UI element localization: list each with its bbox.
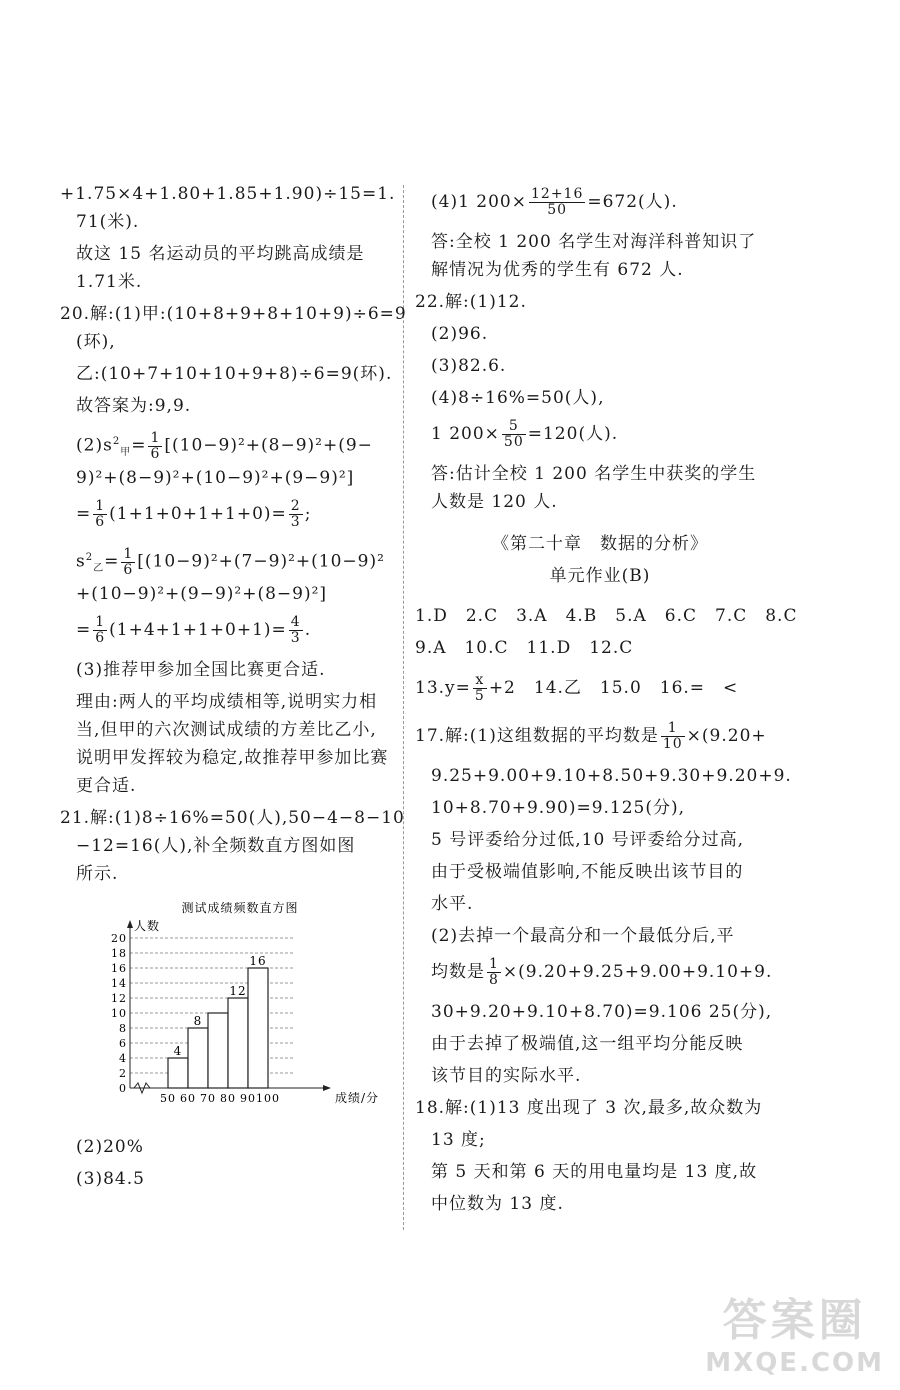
text-line: +(10−9)²+(9−9)²+(8−9)²] (76, 584, 328, 604)
section-title: 单元作业(B) (549, 566, 651, 586)
fraction: $\frac{5}{50}$ (503, 418, 524, 450)
fraction: $\frac{4}{3}$ (290, 614, 301, 646)
text-line: 故答案为:9,9. (76, 396, 192, 416)
y-axis-label: 人数 (134, 919, 161, 933)
fraction: $\frac{1}{6}$ (95, 498, 106, 530)
y-tick-label: 14 (111, 977, 127, 990)
y-tick-label: 8 (119, 1022, 127, 1035)
text-line: 中位数为 13 度. (431, 1194, 564, 1214)
text-line: 说明甲发挥较为稳定,故推荐甲参加比赛 (76, 748, 389, 768)
variance-yi-line: $s^2_乙=$ $\frac{1}{6}$ [(10−9)²+(7−9)²+(10−9)² (76, 545, 385, 578)
x-tick-label: 80 (220, 1092, 236, 1105)
text-line: 所示. (76, 864, 119, 884)
fraction: $\frac{1}{8}$ (489, 956, 499, 988)
x-tick-label: 100 (256, 1092, 280, 1105)
chapter-title: 《第二十章 数据的分析》 (492, 534, 708, 554)
fraction: $\frac{12+16}{50}$ (531, 186, 584, 218)
y-tick-label: 0 (119, 1082, 127, 1095)
text-line: 10+8.70+9.90)=9.125(分), (431, 798, 686, 818)
histogram-chart (90, 898, 390, 1133)
variance-jia-result: = $\frac{1}{6}$ (1+1+0+1+1+0)= $\frac{2}{3}$ ; (76, 498, 312, 530)
q17-heading: 17.解:(1)这组数据的平均数是 $\frac{1}{10}$ ×(9.20+ (415, 720, 767, 752)
q21-heading: 21.解:(1)8÷16%=50(人),50−4−8−10 (60, 808, 405, 828)
fraction: $\frac{2}{3}$ (290, 498, 301, 530)
text-line: 乙:(10+7+10+10+9+8)÷6=9(环). (76, 364, 393, 384)
y-tick-label: 10 (111, 1007, 127, 1020)
text-line: (2)20% (76, 1137, 144, 1157)
fraction: $\frac{1}{6}$ (123, 545, 134, 578)
y-tick-label: 12 (111, 992, 127, 1005)
histogram-bar (168, 1058, 188, 1088)
x-axis-arrow (323, 1085, 331, 1091)
answers-row: 1.D 2.C 3.A 4.B 5.A 6.C 7.C 8.C (415, 606, 798, 626)
x-tick-label: 70 (200, 1092, 216, 1105)
q21-part4-line: (4)1 200× $\frac{12+16}{50}$ =672(人). (431, 186, 678, 218)
fraction: $\frac{x}{5}$ (474, 672, 485, 704)
q22-heading: 22.解:(1)12. (415, 292, 527, 312)
text-line: 理由:两人的平均成绩相等,说明实力相 (76, 692, 378, 712)
text-line: (2)96. (431, 324, 489, 344)
text-line: (3)84.5 (76, 1169, 145, 1189)
bar-value-label: 4 (173, 1044, 183, 1058)
text-line: (4)8÷16%=50(人), (431, 388, 605, 408)
histogram-bar (248, 968, 268, 1088)
answers-row-13-16: 13.y= $\frac{x}{5}$ +2 14.乙 15.0 16.= < (415, 672, 739, 704)
answers-row: 9.A 10.C 11.D 12.C (415, 638, 634, 658)
chart-title: 测试成绩频数直方图 (181, 901, 299, 915)
y-axis-arrow (127, 920, 133, 928)
text-line: 1.71米. (76, 272, 143, 292)
y-tick-label: 20 (111, 932, 127, 945)
y-tick-label: 18 (111, 947, 127, 960)
text-line: 由于去掉了极端值,这一组平均分能反映 (431, 1034, 744, 1054)
fraction: $\frac{1}{6}$ (150, 429, 161, 462)
x-axis-label: 成绩/分 (335, 1091, 380, 1105)
y-tick-label: 2 (119, 1067, 127, 1080)
x-tick-label: 50 (160, 1092, 176, 1105)
q18-heading: 18.解:(1)13 度出现了 3 次,最多,故众数为 (415, 1098, 763, 1118)
text-line: 答:估计全校 1 200 名学生中获奖的学生 (431, 464, 757, 484)
column-divider (403, 185, 404, 1230)
text-line: 9.25+9.00+9.10+8.50+9.30+9.20+9. (431, 766, 792, 786)
left-column (60, 180, 407, 1193)
q20-heading: 20.解:(1)甲:(10+8+9+8+10+9)÷6=9 (60, 304, 407, 324)
text-line: −12=16(人),补全频数直方图如图 (76, 836, 356, 856)
fraction: $\frac{1}{10}$ (662, 720, 683, 752)
text-line: 71(米). (76, 212, 140, 232)
variance-jia-line: $(2)s^2_甲=$ $\frac{1}{6}$ [(10−9)²+(8−9)²+(9− (76, 429, 373, 462)
text-line: 水平. (431, 894, 474, 914)
fraction: $\frac{1}{6}$ (95, 614, 106, 646)
bar-value-label: 16 (249, 954, 267, 968)
text-line: 答:全校 1 200 名学生对海洋科普知识了 (431, 232, 757, 252)
text-line: 13 度; (431, 1130, 486, 1150)
bar-value-label: 8 (193, 1014, 203, 1028)
histogram-bar (188, 1028, 208, 1088)
y-tick-label: 6 (119, 1037, 127, 1050)
watermark-logo: 答案圈 MXQE.COM (705, 1295, 884, 1378)
text-line: 30+9.20+9.10+8.70)=9.106 25(分), (431, 1002, 773, 1022)
text-line: (3)推荐甲参加全国比赛更合适. (76, 660, 326, 680)
bar-value-label: 12 (229, 984, 247, 998)
text-line: (3)82.6. (431, 356, 507, 376)
text-line: 5 号评委给分过低,10 号评委给分过高, (431, 830, 745, 850)
histogram-bar (208, 1013, 228, 1088)
text-line: 更合适. (76, 776, 137, 796)
y-tick-label: 16 (111, 962, 127, 975)
text-line: 第 5 天和第 6 天的用电量均是 13 度,故 (431, 1162, 758, 1182)
text-line: 故这 15 名运动员的平均跳高成绩是 (76, 244, 365, 264)
x-tick-label: 60 (180, 1092, 196, 1105)
text-line: (2)去掉一个最高分和一个最低分后,平 (431, 926, 735, 946)
histogram-bar (228, 998, 248, 1088)
q17-part2-line: 均数是 $\frac{1}{8}$ ×(9.20+9.25+9.00+9.10+9. (431, 956, 773, 988)
text-line: 该节目的实际水平. (431, 1066, 582, 1086)
y-tick-label: 4 (119, 1052, 127, 1065)
right-column (415, 180, 798, 1218)
text-line: 人数是 120 人. (431, 492, 558, 512)
x-tick-label: 90 (240, 1092, 256, 1105)
q22-part4-calc: 1 200× $\frac{5}{50}$ =120(人). (431, 418, 619, 450)
text-line: 由于受极端值影响,不能反映出该节目的 (431, 862, 744, 882)
text-line: 9)²+(8−9)²+(10−9)²+(9−9)²] (76, 468, 355, 488)
text-line: 当,但甲的六次测试成绩的方差比乙小, (76, 720, 377, 740)
histogram-svg (90, 898, 390, 1128)
text-line: 解情况为优秀的学生有 672 人. (431, 260, 684, 280)
variance-yi-result: = $\frac{1}{6}$ (1+4+1+1+0+1)= $\frac{4}{3}$ . (76, 614, 312, 646)
text-line: +1.75×4+1.80+1.85+1.90)÷15=1. (60, 184, 396, 204)
text-line: (环), (76, 332, 116, 352)
